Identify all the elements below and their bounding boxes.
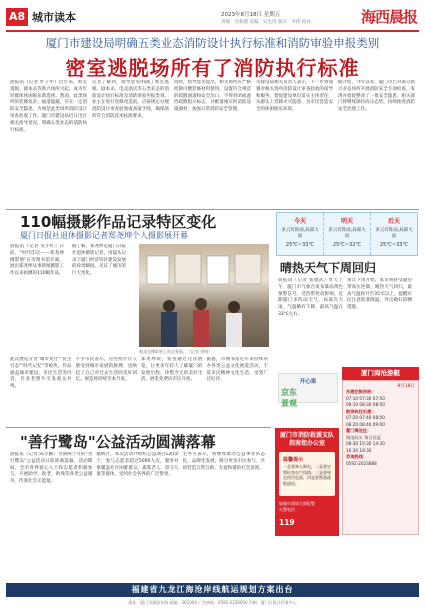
story2-lower-column: 此次展览分为"城市变迁""民生百态""时代记忆"等板块，作品涵盖城市建设、市民生活等内容，许多老照片引发观众共鸣。	[10, 357, 72, 390]
ferry-row: 海沧码头 每日往返	[346, 434, 381, 440]
pistachio-label: 开心果	[299, 379, 317, 385]
story2-lower-column: 据悉，市图书馆近年来持续举办各类公益文化展览活动，丰富市民精神文化生活，受到广泛好评。	[206, 357, 268, 383]
story3-column: 晨报讯（记者 张德武）昨天上午，厦门市气象台发布暴雨黄色预警信号。受热带扰动影响，近期厦门多阵雨天气，局部有大雨，气温略有下降，最高气温在33℃左右。	[278, 278, 343, 317]
story3-title: 晴热天气下周回归	[280, 261, 377, 275]
section-divider	[6, 427, 271, 428]
fire-tip-text: 一是要离人断电，二是要定期检查电气线路，三是要规范使用电器，四是要熟悉疏散通道。	[283, 464, 331, 486]
fire-ad-title: 厦门市消防救援支队 指南您办公室	[279, 432, 334, 447]
weather-desc: 多云有阵雨,局部大雨	[281, 228, 319, 239]
ferry-row: 东渡往鼓浪屿：	[346, 389, 376, 394]
ferry-row: 鼓浪屿往东渡：	[346, 408, 376, 414]
photo-caption: 观众在摄影展上驻足观看。（记者 供图）	[139, 349, 213, 354]
page-footer: 地址：厦门市湖滨东路 邮编：361004 广告热线：0592-2220000 印刷：厦门日报社印务中心	[128, 600, 297, 605]
fire-tip-title: 温馨提示	[283, 457, 304, 463]
story1-column: 记者了解到，指导意见明确了密室逃脱、剧本杀、电竞酒店等五类业态的消防设计执行标准及消防审验申报类别。业主在进行装修改造前，应按规定办理消防设计审查验收或备案手续，确保场所符合消防技术标准要求。	[92, 80, 169, 119]
fire-ad-note: 如遇火情请立即报警 火警电话	[279, 501, 315, 512]
ferry-row: 08:30 10:30 14:30	[346, 441, 385, 446]
page-number: A8	[6, 8, 28, 26]
weather-desc: 多云有阵雨,局部大雨	[375, 228, 413, 239]
story2-lower-column: 郑尧坤说，希望通过这次展览，让更多年轻人了解厦门的发展历程，珍惜今天的美好生活。展览免费向市民开放。	[141, 357, 203, 383]
editor-credits: 责编：肖新德 美编：吴先进 版式：李伟 校对：	[221, 20, 316, 25]
ferry-schedule-header: 厦门海沧游艇	[342, 367, 419, 380]
weather-day-label: 后天	[387, 218, 400, 225]
weather-forecast	[276, 212, 418, 256]
story2-title: 110幅摄影作品记录特区变化	[20, 213, 217, 231]
story4-column: 据统计，本次活动共组织公益项目120余个，参与志愿者超过5000人次，服务对象覆盖社区困难群众、孤寡老人、留守儿童等群体，受到社会各界的广泛赞誉。	[96, 452, 179, 478]
story2-subtitle: 厦门日报社退休摄影记者郑尧坤个人摄影展开幕	[20, 231, 188, 240]
fire-phone: 119	[279, 518, 295, 527]
fire-safety-ad	[275, 428, 339, 536]
weather-day-label: 今天	[293, 218, 306, 225]
story1-title: 密室逃脱场所有了消防执行标准	[65, 56, 360, 80]
ferry-row: 厦门海沧往：	[346, 428, 372, 433]
story1-column: 据介绍，今年以来，厦门市已对部分新兴业态场所开展消防安全专项检查，发现并督促整改了一批安全隐患，相关部门将继续保持高压态势，持续推进消防安全治理工作。	[338, 80, 415, 113]
header-rule	[6, 30, 419, 32]
weather-desc: 多云有阵雨,局部大雨	[328, 228, 366, 239]
story2-column: 据了解，郑尧坤是厦门日报社退休摄影记者，用镜头记录下厦门经济特区建设发展的珍贵瞬间，见证了城市的巨大变化。	[72, 244, 126, 277]
weather-day-label: 明天	[340, 218, 353, 225]
ferry-row: 07:10 07:30 07:50	[346, 395, 385, 401]
ferry-date: 8月18日	[397, 384, 415, 389]
ferry-schedule	[342, 380, 419, 535]
story4-column: 晨报讯（记者 陈小鹏）为期两个月的"善行鹭岛"公益活动日前圆满落幕。活动期间，全市各界爱心人士和志愿者积极参与，开展助学、助老、助残等各类公益服务，传递社会正能量。	[10, 452, 93, 485]
weather-day	[371, 213, 417, 255]
ferry-row: 08:10 08:30 08:50	[346, 402, 385, 407]
story1-subtitle: 厦门市建设局明确五类业态消防设计执行标准和消防审验申报类别	[45, 36, 380, 50]
weather-temp: 25℃~33℃	[379, 242, 409, 248]
section-name: 城市读本	[32, 11, 76, 24]
bottom-banner: 福建省九龙江海沧岸线航运规划方案出台	[6, 583, 419, 597]
story4-column: 主办方表示，将继续推动公益事业常态化、品牌化发展，吸引更多市民参与，共同营造互帮互助、友爱和谐的社会氛围。	[182, 452, 265, 471]
story2-lower-body	[10, 357, 268, 427]
story2-column: 晨报讯（记者 吴小红）日前，"时代印记——郑尧坤摄影展"在市图书馆开幕，展出郑尧坤从事新闻摄影工作以来拍摄的110幅作品。	[10, 244, 64, 277]
story2-lower-column: 不少市民表示，这些照片让人感受到城市发展的脉搏，也唤起了自己对过去生活的美好回忆。展览将持续至本月底。	[75, 357, 137, 383]
story1-column: 市建设局相关负责人表示，下一步将加强对相关场所消防设计审查验收的指导和服务，督促建设单位落实主体责任，从源头上消除火灾隐患，为市民营造安全的休闲娱乐环境。	[256, 80, 333, 113]
exhibition-photo	[139, 244, 269, 347]
weather-day	[324, 213, 371, 255]
story4-body	[10, 452, 265, 577]
newspaper-logo: 海西晨报	[360, 8, 417, 26]
weather-day	[277, 213, 324, 255]
weather-temp: 25℃~32℃	[332, 242, 362, 248]
ferry-row: 0592-2023888	[346, 460, 377, 466]
ferry-row: 16:30 18:30	[346, 447, 372, 453]
ferry-row: 07:20 07:40 08:00	[346, 415, 385, 420]
story1-body	[10, 80, 415, 208]
issue-date: 2023年8月18日 星期五	[221, 12, 281, 18]
fire-ad-panel	[279, 452, 335, 496]
ferry-row: 咨询热线：	[346, 454, 367, 459]
weather-temp: 25℃~33℃	[285, 242, 315, 248]
ferry-row: 08:20 08:40 09:00	[346, 421, 385, 427]
page-header	[6, 6, 419, 32]
story3-column: 预计下周开始，本市将转受副热带高压控制，晴热天气回归，最高气温将升至35℃以上，提醒市民注意防暑降温，外出做好防晒措施。	[347, 278, 412, 311]
story1-column: 同时，指导意见提出，相关场所应严格控制可燃装修材料使用，设置符合规范的疏散通道和安全出口，不得封闭或遮挡疏散指示标志，并配备相应的消防设施器材，加强日常消防安全管理。	[174, 80, 251, 113]
brand-mark: 京东 景观	[281, 388, 297, 408]
section-divider	[6, 209, 419, 210]
story1-column: 晨报讯（记者 叶子申）近年来，密室逃脱、剧本杀等新兴场所兴起，成为年轻群体休闲娱乐新选择。然而，此类场所的装修复杂、通道隐蔽，存在一定消防安全隐患。为规范此类场所消防设计审查验收工作，厦门市建设局近日出台相关指导意见，明确五类业态的消防执行标准。	[10, 80, 87, 133]
story4-title: "善行鹭岛"公益活动圆满落幕	[20, 433, 216, 451]
